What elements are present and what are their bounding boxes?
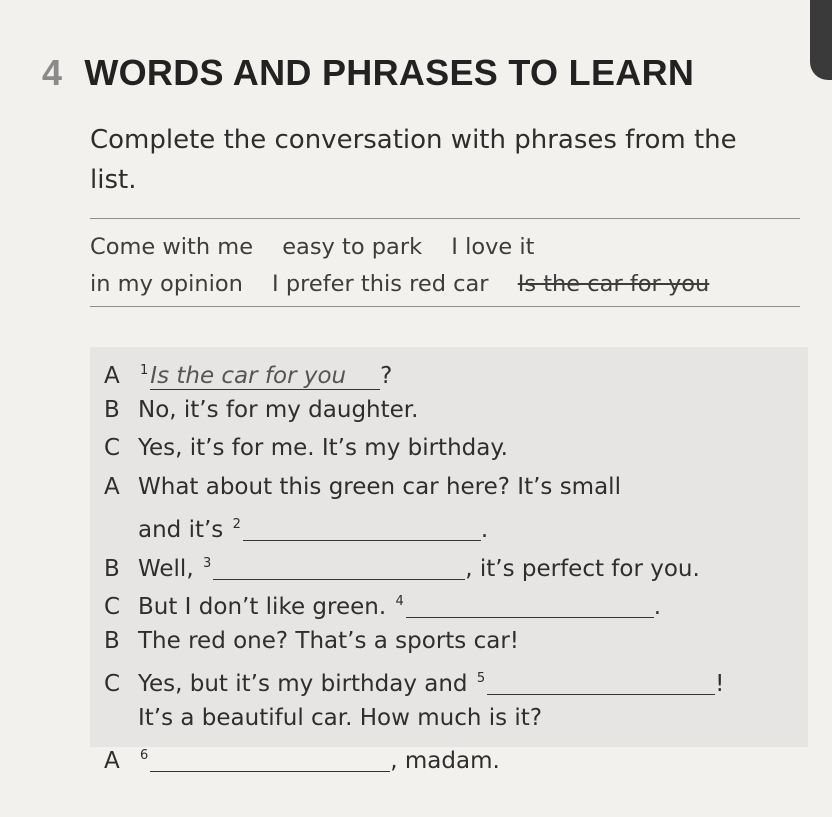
line-text: , madam. bbox=[390, 748, 500, 774]
speaker-label: C bbox=[104, 594, 121, 620]
answer-blank-6[interactable] bbox=[150, 745, 390, 772]
answer-blank-5[interactable] bbox=[487, 668, 715, 695]
line-text: Yes, it’s for me. It’s my birthday. bbox=[138, 435, 508, 461]
dialogue-line-5 bbox=[104, 506, 804, 545]
line-text: The red one? That’s a sports car! bbox=[138, 627, 520, 654]
line-text: Yes, but it’s my birthday and bbox=[138, 671, 468, 697]
phrase-option-crossed-out: Is the car for you bbox=[517, 271, 710, 297]
dialogue-line-6 bbox=[104, 545, 804, 584]
line-text: , it’s perfect for you. bbox=[465, 555, 700, 582]
speaker-label: B bbox=[104, 396, 120, 423]
dialogue-line-11 bbox=[104, 737, 804, 776]
speaker-label: A bbox=[104, 473, 120, 500]
gap-number: 6 bbox=[140, 748, 149, 763]
dialogue bbox=[104, 352, 804, 776]
answer-blank-3[interactable] bbox=[213, 553, 465, 580]
phrase-option: I prefer this red car bbox=[272, 271, 489, 297]
word-box bbox=[90, 229, 800, 303]
dialogue-line-8 bbox=[104, 622, 804, 661]
answer-blank-4[interactable] bbox=[406, 591, 654, 618]
line-text: No, it’s for my daughter. bbox=[138, 396, 419, 423]
line-text: It’s a beautiful car. How much is it? bbox=[138, 704, 543, 731]
speaker-label: A bbox=[104, 748, 120, 774]
speaker-label: A bbox=[104, 363, 120, 389]
page-corner-shadow bbox=[810, 0, 832, 80]
dialogue-line-9 bbox=[104, 660, 804, 699]
dialogue-line-7 bbox=[104, 583, 804, 622]
speaker-label: C bbox=[104, 671, 121, 697]
answer-blank-2[interactable] bbox=[243, 514, 481, 541]
word-box-bottom-rule bbox=[90, 306, 800, 307]
gap-number: 1 bbox=[140, 363, 149, 378]
line-text: . bbox=[653, 594, 662, 620]
line-text: But I don’t like green. bbox=[138, 594, 387, 620]
phrase-option: easy to park bbox=[282, 234, 423, 260]
dialogue-line-10 bbox=[104, 699, 804, 738]
word-box-row bbox=[90, 229, 800, 266]
line-text: What about this green car here? It’s small bbox=[138, 473, 621, 500]
speaker-label: C bbox=[104, 435, 121, 461]
line-text: and it’s bbox=[138, 517, 224, 543]
gap-number: 2 bbox=[232, 517, 241, 532]
exercise-instruction: Complete the conversation with phrases from the list. bbox=[90, 125, 737, 195]
exercise-heading bbox=[42, 52, 694, 94]
dialogue-line-4 bbox=[104, 468, 804, 507]
dialogue-line-1 bbox=[104, 352, 804, 391]
gap-number: 4 bbox=[395, 594, 404, 609]
speaker-label: B bbox=[104, 627, 120, 654]
phrase-option: Come with me bbox=[90, 234, 254, 260]
exercise-title: WORDS AND PHRASES TO LEARN bbox=[84, 52, 695, 93]
line-text: Well, bbox=[138, 555, 194, 582]
gap-number: 3 bbox=[202, 555, 212, 571]
word-box-top-rule bbox=[90, 218, 800, 219]
example-answer: Is the car for you bbox=[150, 363, 380, 390]
gap-number: 5 bbox=[476, 671, 486, 686]
dialogue-line-3 bbox=[104, 429, 804, 468]
line-text: . bbox=[480, 517, 489, 543]
phrase-option: in my opinion bbox=[90, 271, 243, 297]
phrase-option: I love it bbox=[451, 234, 535, 260]
exercise-number: 4 bbox=[42, 52, 63, 93]
line-text: ! bbox=[715, 671, 725, 697]
speaker-label: B bbox=[104, 555, 120, 582]
dialogue-line-2 bbox=[104, 391, 804, 430]
word-box-row bbox=[90, 266, 800, 303]
line-text: ? bbox=[380, 363, 393, 389]
